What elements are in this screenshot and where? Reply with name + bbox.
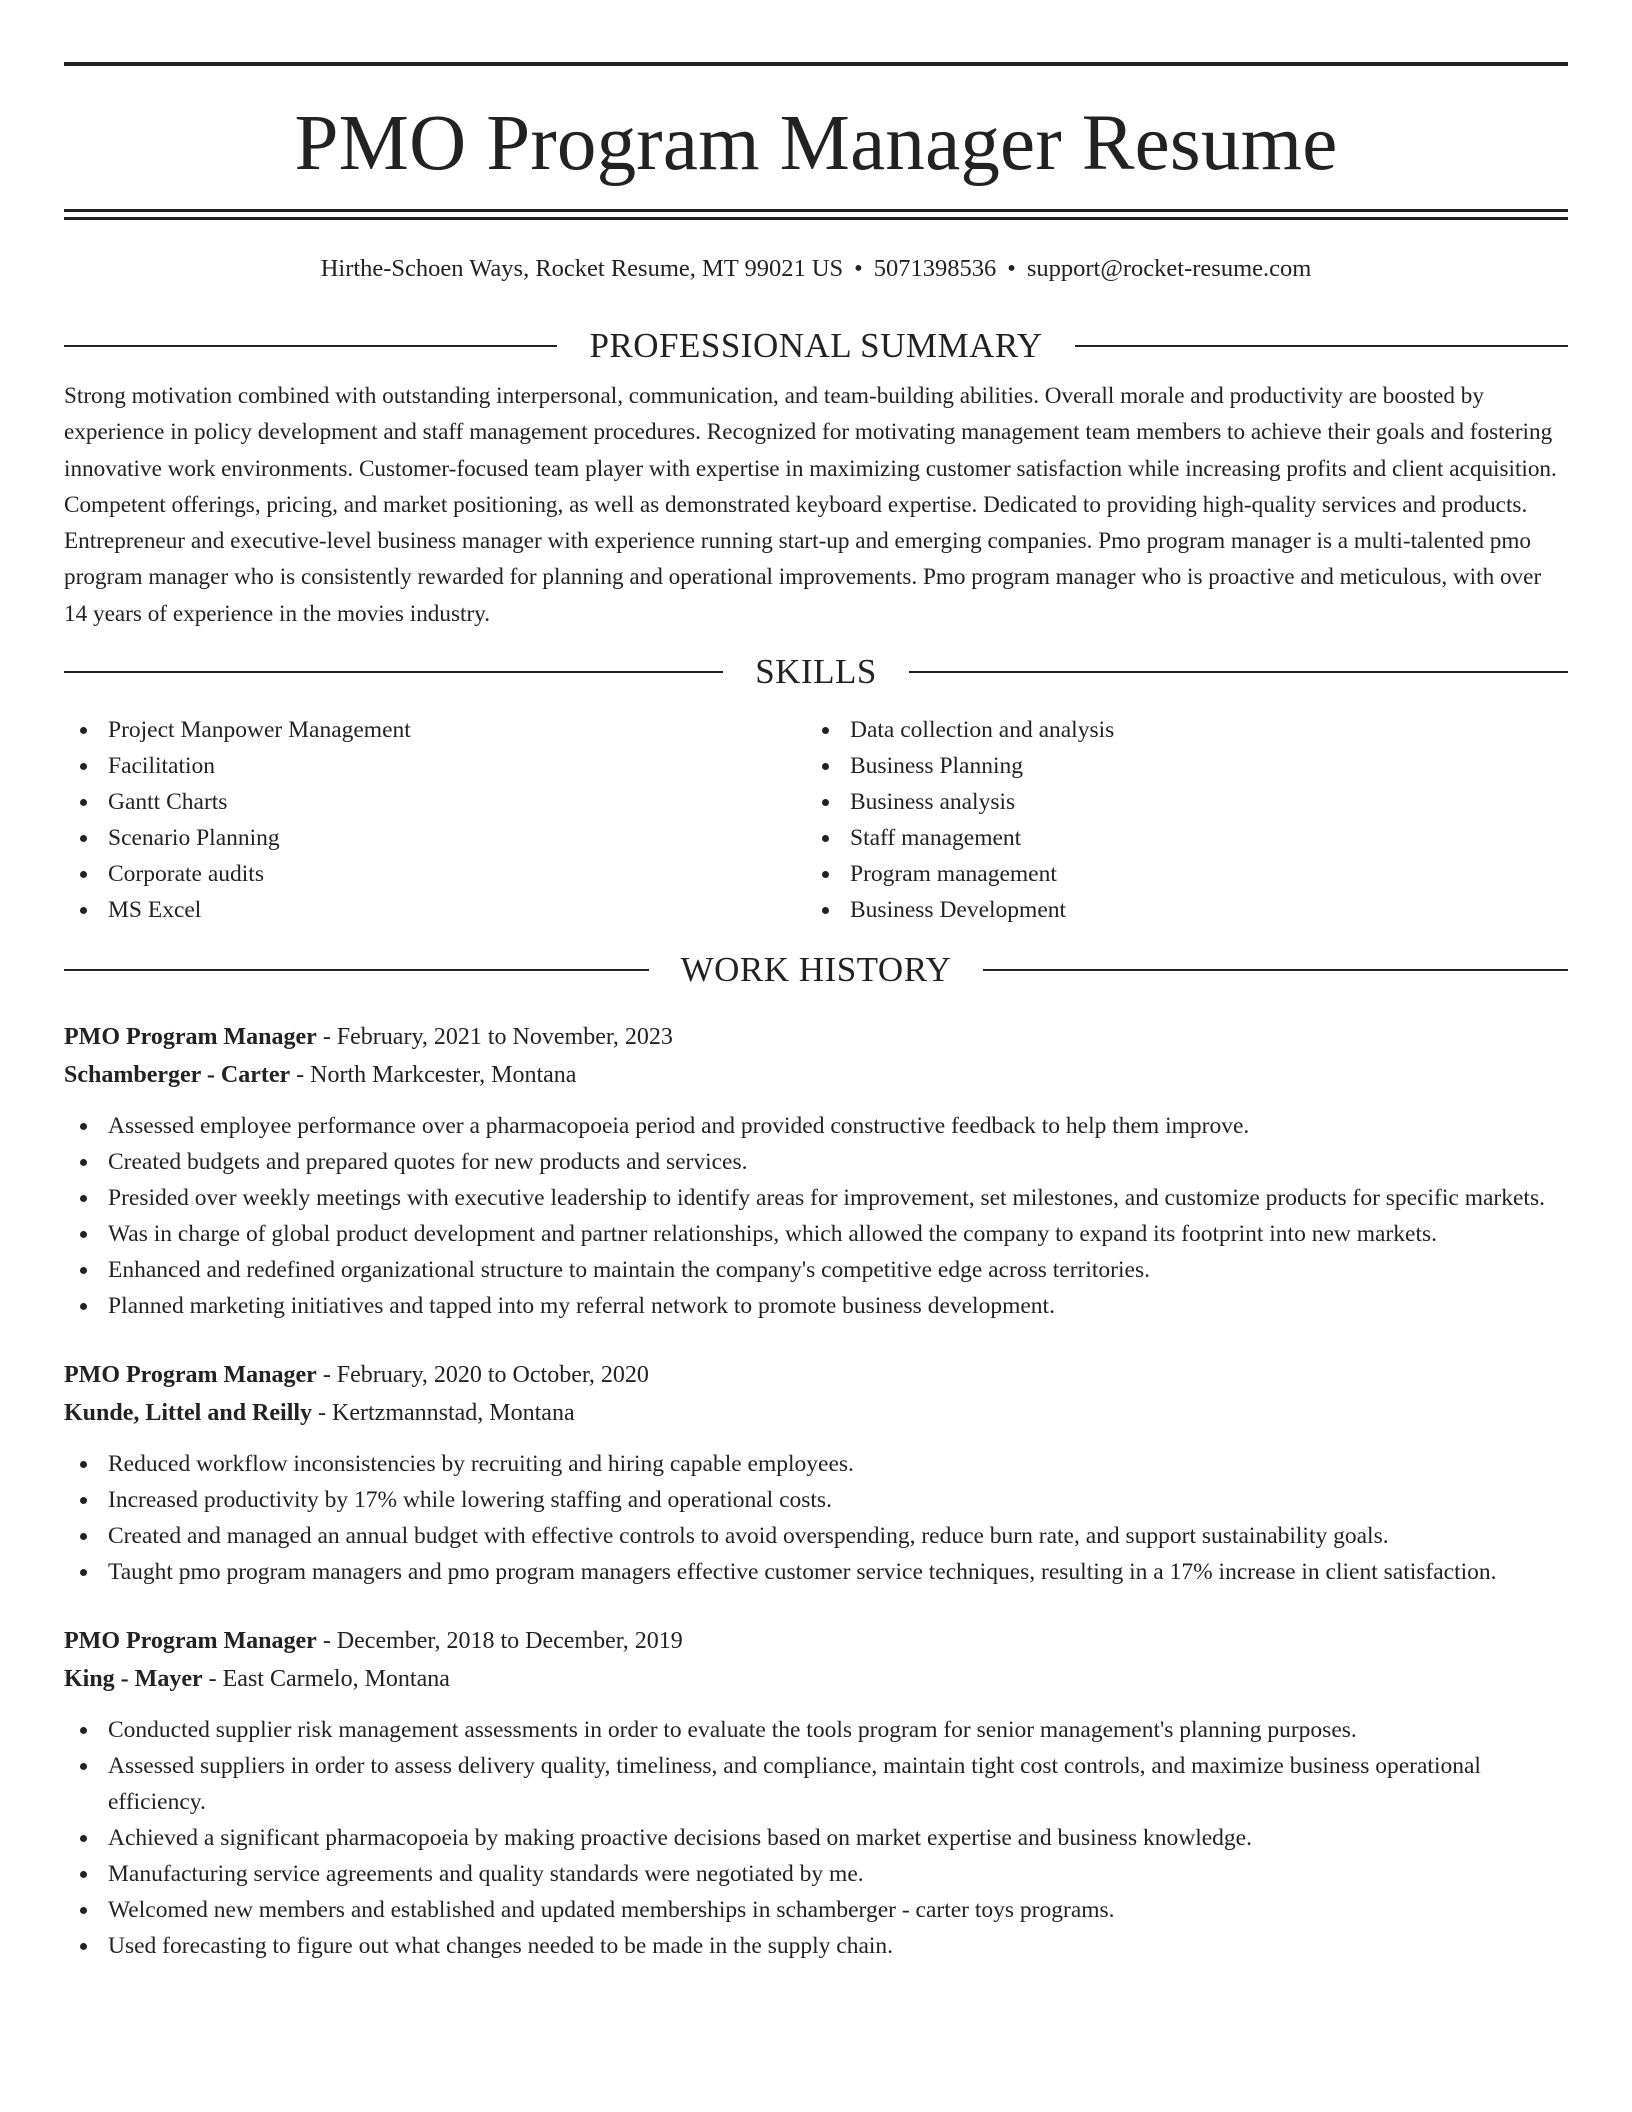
heading-rule-left xyxy=(64,969,649,971)
skill-item: Business Planning xyxy=(806,748,1548,784)
job-location: - East Carmelo, Montana xyxy=(202,1666,450,1693)
skill-item: Program management xyxy=(806,856,1548,892)
job-company-line xyxy=(64,1394,1568,1432)
skill-item: Staff management xyxy=(806,820,1548,856)
skill-item: Facilitation xyxy=(64,748,806,784)
job-entry xyxy=(64,1356,1568,1590)
job-company: Schamberger - Carter xyxy=(64,1062,291,1089)
heading-rule-left xyxy=(64,345,557,347)
job-bullet: Increased productivity by 17% while lowering staffing and operational costs. xyxy=(64,1482,1568,1518)
job-bullet: Planned marketing initiatives and tapped into my referral network to promote business development. xyxy=(64,1288,1568,1324)
job-company-line xyxy=(64,1660,1568,1698)
skill-item: MS Excel xyxy=(64,892,806,928)
work-history-heading-label: WORK HISTORY xyxy=(680,950,952,990)
job-dates: - February, 2020 to October, 2020 xyxy=(316,1362,649,1389)
job-bullet: Conducted supplier risk management assessments in order to evaluate the tools program for senior management's planning purposes. xyxy=(64,1712,1568,1748)
job-bullets xyxy=(64,1108,1568,1324)
skills-list xyxy=(64,712,1568,928)
job-bullet: Assessed employee performance over a pharmacopoeia period and provided constructive feedback to help them improve. xyxy=(64,1108,1568,1144)
job-dates: - February, 2021 to November, 2023 xyxy=(316,1024,673,1051)
page-title: PMO Program Manager Resume xyxy=(294,100,1338,187)
resume-page xyxy=(64,0,1568,1964)
contact-line xyxy=(64,252,1568,286)
job-location: - North Markcester, Montana xyxy=(290,1062,577,1089)
job-bullet: Enhanced and redefined organizational structure to maintain the company's competitive edge across territories. xyxy=(64,1252,1568,1288)
skill-item: Gantt Charts xyxy=(64,784,806,820)
skill-item: Business analysis xyxy=(806,784,1548,820)
skills-heading-label: SKILLS xyxy=(755,652,877,692)
job-bullet: Welcomed new members and established and updated memberships in schamberger - carter toys programs. xyxy=(64,1892,1568,1928)
job-title-line xyxy=(64,1622,1568,1660)
heading-rule-left xyxy=(64,671,723,673)
job-bullet: Reduced workflow inconsistencies by recruiting and hiring capable employees. xyxy=(64,1446,1568,1482)
skill-item: Data collection and analysis xyxy=(806,712,1548,748)
skill-item: Project Manpower Management xyxy=(64,712,806,748)
job-bullet: Manufacturing service agreements and quality standards were negotiated by me. xyxy=(64,1856,1568,1892)
heading-rule-right xyxy=(909,671,1568,673)
contact-separator: • xyxy=(854,255,863,282)
job-bullet: Created budgets and prepared quotes for new products and services. xyxy=(64,1144,1568,1180)
job-company: King - Mayer xyxy=(64,1666,203,1693)
work-history-heading xyxy=(64,950,1568,990)
job-bullet: Assessed suppliers in order to assess delivery quality, timeliness, and compliance, maintain tight cost controls, and maximize business operational efficiency. xyxy=(64,1748,1568,1820)
job-title: PMO Program Manager xyxy=(64,1362,317,1389)
job-title: PMO Program Manager xyxy=(64,1024,317,1051)
contact-address: Hirthe-Schoen Ways, Rocket Resume, MT 99021 US xyxy=(320,255,844,282)
job-title: PMO Program Manager xyxy=(64,1628,317,1655)
job-bullet: Was in charge of global product development and partner relationships, which allowed the company to expand its footprint into new markets. xyxy=(64,1216,1568,1252)
job-company-line xyxy=(64,1056,1568,1094)
job-company: Kunde, Littel and Reilly xyxy=(64,1400,313,1427)
job-bullets xyxy=(64,1446,1568,1590)
skills-column-right xyxy=(806,712,1548,928)
skills-column-left xyxy=(64,712,806,928)
job-entry xyxy=(64,1018,1568,1324)
heading-rule-right xyxy=(983,969,1568,971)
job-bullet: Taught pmo program managers and pmo program managers effective customer service techniques, resulting in a 17% increase in client satisfaction. xyxy=(64,1554,1568,1590)
job-bullet: Achieved a significant pharmacopoeia by making proactive decisions based on market expertise and business knowledge. xyxy=(64,1820,1568,1856)
job-bullet: Created and managed an annual budget with effective controls to avoid overspending, reduce burn rate, and support sustainability goals. xyxy=(64,1518,1568,1554)
contact-phone: 5071398536 xyxy=(873,255,997,282)
summary-heading xyxy=(64,326,1568,366)
job-bullet: Used forecasting to figure out what changes needed to be made in the supply chain. xyxy=(64,1928,1568,1964)
heading-rule-right xyxy=(1075,345,1568,347)
skills-heading xyxy=(64,652,1568,692)
job-bullets xyxy=(64,1712,1568,1964)
job-dates: - December, 2018 to December, 2019 xyxy=(316,1628,683,1655)
title-double-rule xyxy=(64,209,1568,220)
job-title-line xyxy=(64,1018,1568,1056)
top-rule xyxy=(64,62,1568,66)
summary-text: Strong motivation combined with outstanding interpersonal, communication, and team-building abilities. Overall morale and productivity are boosted by experience in policy development and staff management procedures. Recognized for motivating management team members to achieve their goals and fostering innovative work environments. Customer-focused team player with expertise in maximizing customer satisfaction while increasing profits and client acquisition. Competent offerings, pricing, and market positioning, as well as demonstrated keyboard expertise. Dedicated to providing high-quality services and products. Entrepreneur and executive-level business manager with experience running start-up and emerging companies. Pmo program manager is a multi-talented pmo program manager who is consistently rewarded for planning and operational improvements. Pmo program manager who is proactive and meticulous, with over 14 years of experience in the movies industry. xyxy=(64,383,1557,627)
job-location: - Kertzmannstad, Montana xyxy=(312,1400,575,1427)
contact-email: support@rocket-resume.com xyxy=(1026,255,1312,282)
job-title-line xyxy=(64,1356,1568,1394)
summary-heading-label: PROFESSIONAL SUMMARY xyxy=(589,326,1043,365)
skill-item: Corporate audits xyxy=(64,856,806,892)
contact-separator: • xyxy=(1007,255,1016,282)
job-bullet: Presided over weekly meetings with executive leadership to identify areas for improvement, set milestones, and customize products for specific markets. xyxy=(64,1180,1568,1216)
skill-item: Business Development xyxy=(806,892,1548,928)
skill-item: Scenario Planning xyxy=(64,820,806,856)
job-entry xyxy=(64,1622,1568,1964)
